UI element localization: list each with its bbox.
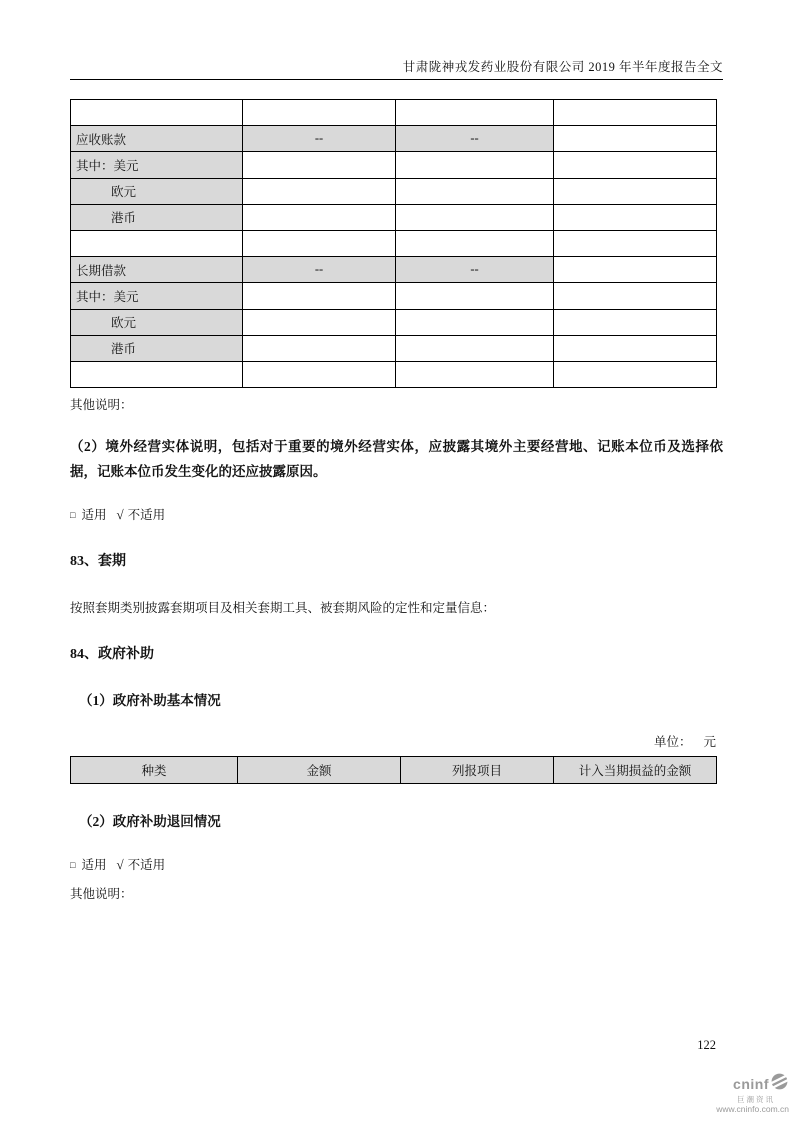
table-cell xyxy=(396,361,554,387)
value-cell: -- xyxy=(243,126,396,152)
table-cell xyxy=(71,100,243,126)
table-cell xyxy=(396,230,554,256)
logo-brand-text: cninf xyxy=(733,1075,769,1092)
overseas-entity-paragraph: （2）境外经营实体说明，包括对于重要的境外经营实体，应披露其境外主要经营地、记账本位币及选择依据，记账本位币发生变化的还应披露原因。 xyxy=(70,439,723,480)
table-row xyxy=(71,230,717,256)
column-header-line-item: 列报项目 xyxy=(401,757,554,784)
section-heading-hedging: 83、套期 xyxy=(70,554,126,570)
value-cell: -- xyxy=(243,257,396,283)
applicability-line xyxy=(70,855,723,873)
column-header-type: 种类 xyxy=(71,757,238,784)
table-cell xyxy=(554,361,717,387)
unit-line xyxy=(70,732,716,750)
not-applicable-label: 不适用 xyxy=(127,858,166,873)
table-row-eur xyxy=(71,309,717,335)
table-cell xyxy=(243,100,396,126)
table-cell xyxy=(554,152,717,178)
checkbox-unchecked-icon: □ xyxy=(70,510,76,521)
table-row-accounts-receivable xyxy=(71,126,717,152)
value-cell: -- xyxy=(396,126,554,152)
unit-label: 单位： xyxy=(653,735,692,750)
other-notes-label: 其他说明： xyxy=(70,887,133,902)
cninfo-logo xyxy=(699,1072,789,1114)
foreign-currency-table xyxy=(70,99,717,388)
table-cell xyxy=(554,309,717,335)
table-cell xyxy=(243,283,396,309)
value-cell: -- xyxy=(396,257,554,283)
table-row xyxy=(71,361,717,387)
subsection-grants-refund: （2）政府补助退回情况 xyxy=(79,814,221,830)
table-cell xyxy=(243,152,396,178)
table-cell xyxy=(396,178,554,204)
logo-url: www.cninfo.com.cn xyxy=(716,1103,789,1114)
page-number: 122 xyxy=(697,1038,716,1052)
table-cell xyxy=(71,361,243,387)
table-row-hkd xyxy=(71,204,717,230)
checkbox-unchecked-icon: □ xyxy=(70,860,76,871)
column-header-amount: 金额 xyxy=(238,757,401,784)
logo-caption: 巨潮资讯 xyxy=(737,1094,775,1104)
table-cell xyxy=(396,100,554,126)
table-cell xyxy=(396,152,554,178)
subsection-grants-basic: （1）政府补助基本情况 xyxy=(79,693,221,709)
other-notes-label: 其他说明： xyxy=(70,398,133,413)
table-cell xyxy=(554,100,717,126)
table-row-usd xyxy=(71,283,717,309)
column-header-pl-amount: 计入当期损益的金额 xyxy=(554,757,717,784)
government-grants-table xyxy=(70,756,717,784)
table-cell xyxy=(396,283,554,309)
table-cell xyxy=(554,204,717,230)
swirl-logo-icon xyxy=(770,1072,789,1096)
table-row-long-term-loans xyxy=(71,257,717,283)
row-label-cell: 欧元 xyxy=(71,309,243,335)
row-label-cell: 港币 xyxy=(71,335,243,361)
hedging-disclosure-text: 按照套期类别披露套期项目及相关套期工具、被套期风险的定性和定量信息： xyxy=(70,601,496,616)
applicable-label: 适用 xyxy=(81,858,107,873)
table-cell xyxy=(554,178,717,204)
report-title: 甘肃陇神戎发药业股份有限公司 2019 年半年度报告全文 xyxy=(402,60,723,74)
check-mark-icon: √ xyxy=(116,857,124,873)
check-mark-icon: √ xyxy=(116,507,124,523)
row-label-cell: 应收账款 xyxy=(71,126,243,152)
table-cell xyxy=(243,361,396,387)
not-applicable-label: 不适用 xyxy=(127,508,166,523)
row-label-cell: 欧元 xyxy=(71,178,243,204)
table-cell xyxy=(243,178,396,204)
section-heading-government-grants: 84、政府补助 xyxy=(70,647,154,663)
table-cell xyxy=(396,335,554,361)
table-row xyxy=(71,100,717,126)
row-label-cell: 其中：美元 xyxy=(71,152,243,178)
applicability-line xyxy=(70,505,723,523)
table-row-usd xyxy=(71,152,717,178)
table-cell xyxy=(71,230,243,256)
page-header xyxy=(70,0,723,80)
table-cell xyxy=(554,126,717,152)
row-label-cell: 其中：美元 xyxy=(71,283,243,309)
table-cell xyxy=(243,309,396,335)
table-cell xyxy=(243,335,396,361)
table-cell xyxy=(554,283,717,309)
table-cell xyxy=(243,230,396,256)
table-cell xyxy=(554,257,717,283)
table-row-eur xyxy=(71,178,717,204)
table-row-hkd xyxy=(71,335,717,361)
table-cell xyxy=(396,204,554,230)
table-cell xyxy=(554,335,717,361)
table-cell xyxy=(243,204,396,230)
table-header-row xyxy=(71,757,717,784)
table-cell xyxy=(554,230,717,256)
row-label-cell: 长期借款 xyxy=(71,257,243,283)
unit-value: 元 xyxy=(703,735,716,750)
row-label-cell: 港币 xyxy=(71,204,243,230)
table-cell xyxy=(396,309,554,335)
applicable-label: 适用 xyxy=(81,508,107,523)
